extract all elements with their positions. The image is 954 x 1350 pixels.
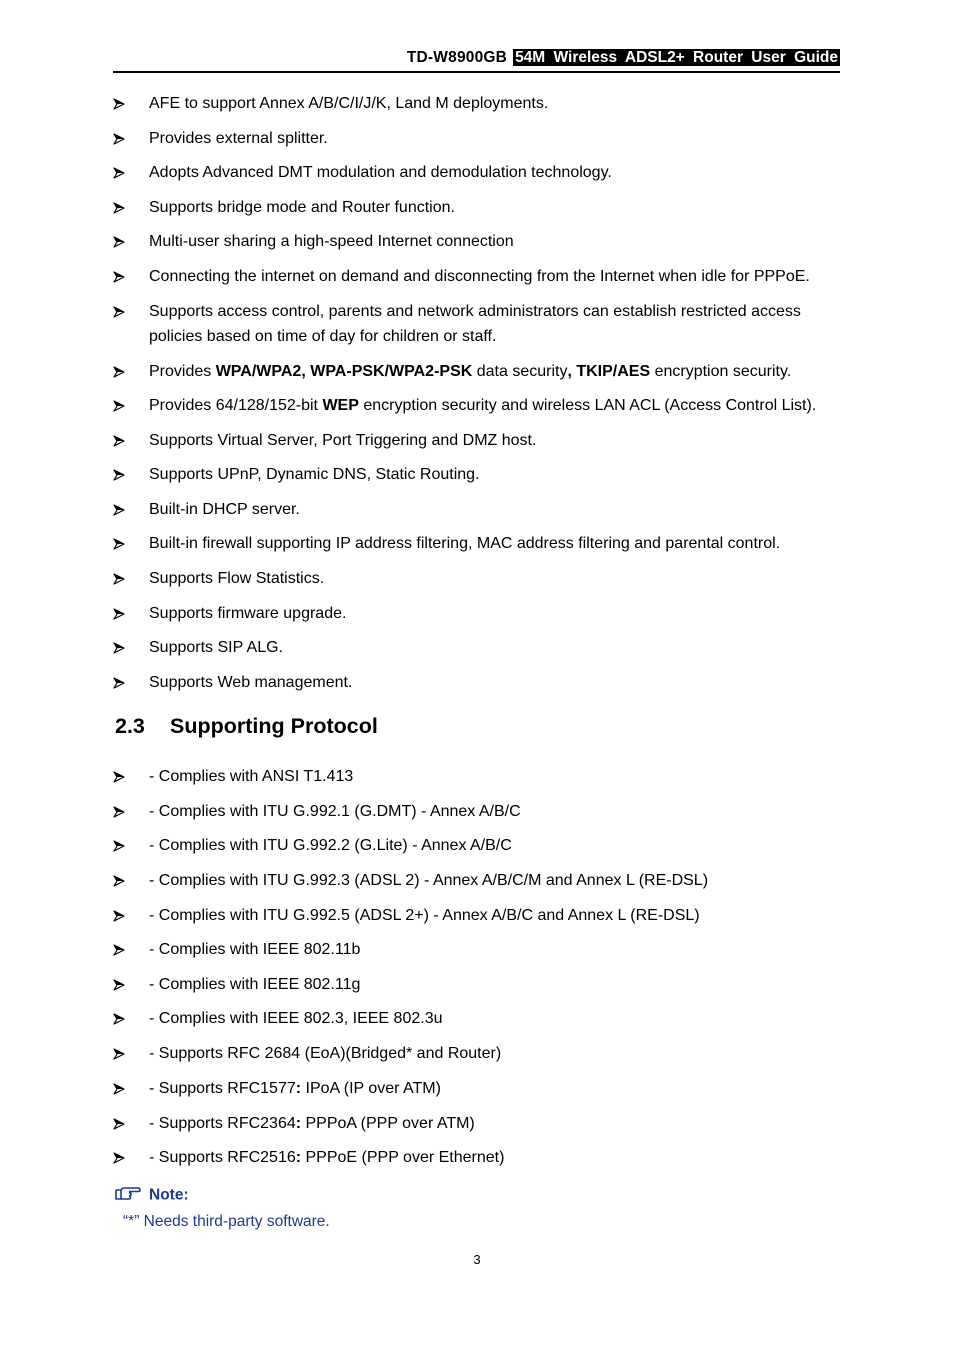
list-item	[113, 601, 840, 626]
list-item	[113, 393, 840, 418]
list-item	[113, 462, 840, 487]
arrow-bullet-icon	[113, 462, 133, 481]
arrow-bullet-icon	[113, 1145, 133, 1164]
text-run: Built-in firewall supporting IP address filtering, MAC address filtering and parental control.	[149, 535, 781, 552]
arrow-bullet-icon	[113, 601, 133, 620]
arrow-bullet-icon	[113, 566, 133, 585]
text-run: - Complies with IEEE 802.3, IEEE 802.3u	[149, 1010, 443, 1027]
list-item	[113, 799, 840, 824]
list-item-text	[149, 972, 840, 997]
arrow-bullet-icon	[113, 160, 133, 179]
arrow-bullet-icon	[113, 868, 133, 887]
arrow-bullet-icon	[113, 531, 133, 550]
text-run: Supports SIP ALG.	[149, 639, 284, 656]
arrow-bullet-icon	[113, 359, 133, 378]
list-item	[113, 868, 840, 893]
text-run: Supports Virtual Server, Port Triggering and DMZ host.	[149, 432, 537, 449]
note-label	[115, 1185, 189, 1206]
arrow-bullet-icon	[113, 635, 133, 654]
arrow-bullet-icon	[113, 1041, 133, 1060]
list-item-text	[149, 229, 840, 254]
text-run: Provides 64/128/152-bit	[149, 397, 323, 414]
page-number: 3	[473, 1252, 481, 1267]
text-run: :	[295, 1115, 302, 1132]
list-item-text	[149, 1006, 840, 1031]
text-run: Provides	[149, 363, 216, 380]
list-item-text	[149, 91, 840, 116]
list-item-text	[149, 1041, 840, 1066]
text-run: Multi-user sharing a high-speed Internet connection	[149, 233, 514, 250]
note-label-text: Note:	[149, 1186, 189, 1204]
text-run: - Complies with ANSI T1.413	[149, 768, 354, 785]
list-item-text	[149, 670, 840, 695]
text-run: - Complies with ITU G.992.5 (ADSL 2+) - Annex A/B/C and Annex L (RE-DSL)	[149, 907, 700, 924]
arrow-bullet-icon	[113, 1006, 133, 1025]
list-item-text	[149, 393, 840, 418]
text-run: encryption security and wireless LAN ACL (Access Control List).	[358, 397, 817, 414]
text-run: Provides external splitter.	[149, 130, 328, 147]
arrow-bullet-icon	[113, 764, 133, 783]
pointing-hand-icon	[115, 1185, 149, 1206]
text-run: Built-in DHCP server.	[149, 501, 300, 518]
list-item-text	[149, 359, 840, 384]
text-run: Supports Flow Statistics.	[149, 570, 325, 587]
note-text: “*” Needs third-party software.	[123, 1213, 330, 1230]
arrow-bullet-icon	[113, 91, 133, 110]
list-item-text	[149, 299, 840, 349]
text-run: - Complies with ITU G.992.3 (ADSL 2) - Annex A/B/C/M and Annex L (RE-DSL)	[149, 872, 709, 889]
arrow-bullet-icon	[113, 670, 133, 689]
text-run: encryption security.	[650, 363, 792, 380]
arrow-bullet-icon	[113, 299, 133, 318]
text-run: Supports firmware upgrade.	[149, 605, 347, 622]
list-item-text	[149, 195, 840, 220]
text-run: WEP	[322, 397, 359, 414]
list-item-text	[149, 868, 840, 893]
text-run: :	[295, 1080, 302, 1097]
list-item	[113, 229, 840, 254]
list-item	[113, 428, 840, 453]
list-item-text	[149, 264, 840, 289]
page-header	[113, 49, 840, 73]
list-item-text	[149, 833, 840, 858]
list-item-text	[149, 764, 840, 789]
list-item-text	[149, 531, 840, 556]
text-run: Supports access control, parents and network administrators can establish restricted access policies based on time of day for children or staff.	[149, 303, 801, 345]
list-item-text	[149, 160, 840, 185]
arrow-bullet-icon	[113, 903, 133, 922]
list-item-text	[149, 497, 840, 522]
list-item-text	[149, 1145, 840, 1170]
list-item	[113, 903, 840, 928]
text-run: - Supports RFC2516	[149, 1149, 296, 1166]
header-guide-title: 54M Wireless ADSL2+ Router User Guide	[515, 49, 838, 66]
text-run: - Supports RFC1577	[149, 1080, 296, 1097]
list-item	[113, 264, 840, 289]
list-item-text	[149, 799, 840, 824]
list-item	[113, 1041, 840, 1066]
list-item	[113, 670, 840, 695]
list-item-text	[149, 462, 840, 487]
text-run: PPPoA (PPP over ATM)	[301, 1115, 475, 1132]
text-run: data security	[472, 363, 568, 380]
arrow-bullet-icon	[113, 833, 133, 852]
text-run: :	[295, 1149, 302, 1166]
text-run: Supports bridge mode and Router function.	[149, 199, 455, 216]
text-run: - Complies with ITU G.992.1 (G.DMT) - Annex A/B/C	[149, 803, 521, 820]
text-run: PPPoE (PPP over Ethernet)	[301, 1149, 505, 1166]
list-item	[113, 1076, 840, 1101]
arrow-bullet-icon	[113, 428, 133, 447]
list-item	[113, 937, 840, 962]
list-item	[113, 566, 840, 591]
list-item	[113, 1006, 840, 1031]
text-run: AFE to support Annex A/B/C/I/J/K, Land M deployments.	[149, 95, 549, 112]
arrow-bullet-icon	[113, 1076, 133, 1095]
list-item	[113, 195, 840, 220]
list-item-text	[149, 1111, 840, 1136]
list-item	[113, 91, 840, 116]
list-item-text	[149, 566, 840, 591]
text-run: Connecting the internet on demand and disconnecting from the Internet when idle for PPPoE.	[149, 268, 810, 285]
list-item	[113, 359, 840, 384]
arrow-bullet-icon	[113, 126, 133, 145]
section-title: Supporting Protocol	[170, 714, 378, 738]
list-item	[113, 126, 840, 151]
list-item	[113, 531, 840, 556]
arrow-bullet-icon	[113, 393, 133, 412]
list-item	[113, 1145, 840, 1170]
list-item	[113, 497, 840, 522]
arrow-bullet-icon	[113, 1111, 133, 1130]
arrow-bullet-icon	[113, 195, 133, 214]
list-item	[113, 764, 840, 789]
list-item	[113, 635, 840, 660]
list-item-text	[149, 601, 840, 626]
list-item-text	[149, 635, 840, 660]
list-item	[113, 1111, 840, 1136]
header-model: TD-W8900GB	[406, 49, 508, 66]
list-item-text	[149, 937, 840, 962]
section-number: 2.3	[115, 714, 145, 738]
list-item-text	[149, 903, 840, 928]
list-item	[113, 972, 840, 997]
text-run: , TKIP/AES	[567, 363, 651, 380]
list-item-text	[149, 428, 840, 453]
text-run: - Complies with IEEE 802.11g	[149, 976, 361, 993]
text-run: - Complies with ITU G.992.2 (G.Lite) - Annex A/B/C	[149, 837, 512, 854]
list-item	[113, 299, 840, 349]
arrow-bullet-icon	[113, 497, 133, 516]
text-run: - Complies with IEEE 802.11b	[149, 941, 361, 958]
arrow-bullet-icon	[113, 799, 133, 818]
list-item	[113, 160, 840, 185]
arrow-bullet-icon	[113, 972, 133, 991]
text-run: WPA/WPA2, WPA-PSK/WPA2-PSK	[215, 363, 473, 380]
arrow-bullet-icon	[113, 229, 133, 248]
list-item-text	[149, 1076, 840, 1101]
text-run: - Supports RFC2364	[149, 1115, 296, 1132]
text-run: Supports UPnP, Dynamic DNS, Static Routing.	[149, 466, 480, 483]
text-run: IPoA (IP over ATM)	[301, 1080, 441, 1097]
list-item	[113, 833, 840, 858]
section-heading	[115, 714, 378, 739]
arrow-bullet-icon	[113, 937, 133, 956]
arrow-bullet-icon	[113, 264, 133, 283]
text-run: Supports Web management.	[149, 674, 353, 691]
list-item-text	[149, 126, 840, 151]
text-run: - Supports RFC 2684 (EoA)(Bridged* and Router)	[149, 1045, 502, 1062]
text-run: Adopts Advanced DMT modulation and demodulation technology.	[149, 164, 612, 181]
